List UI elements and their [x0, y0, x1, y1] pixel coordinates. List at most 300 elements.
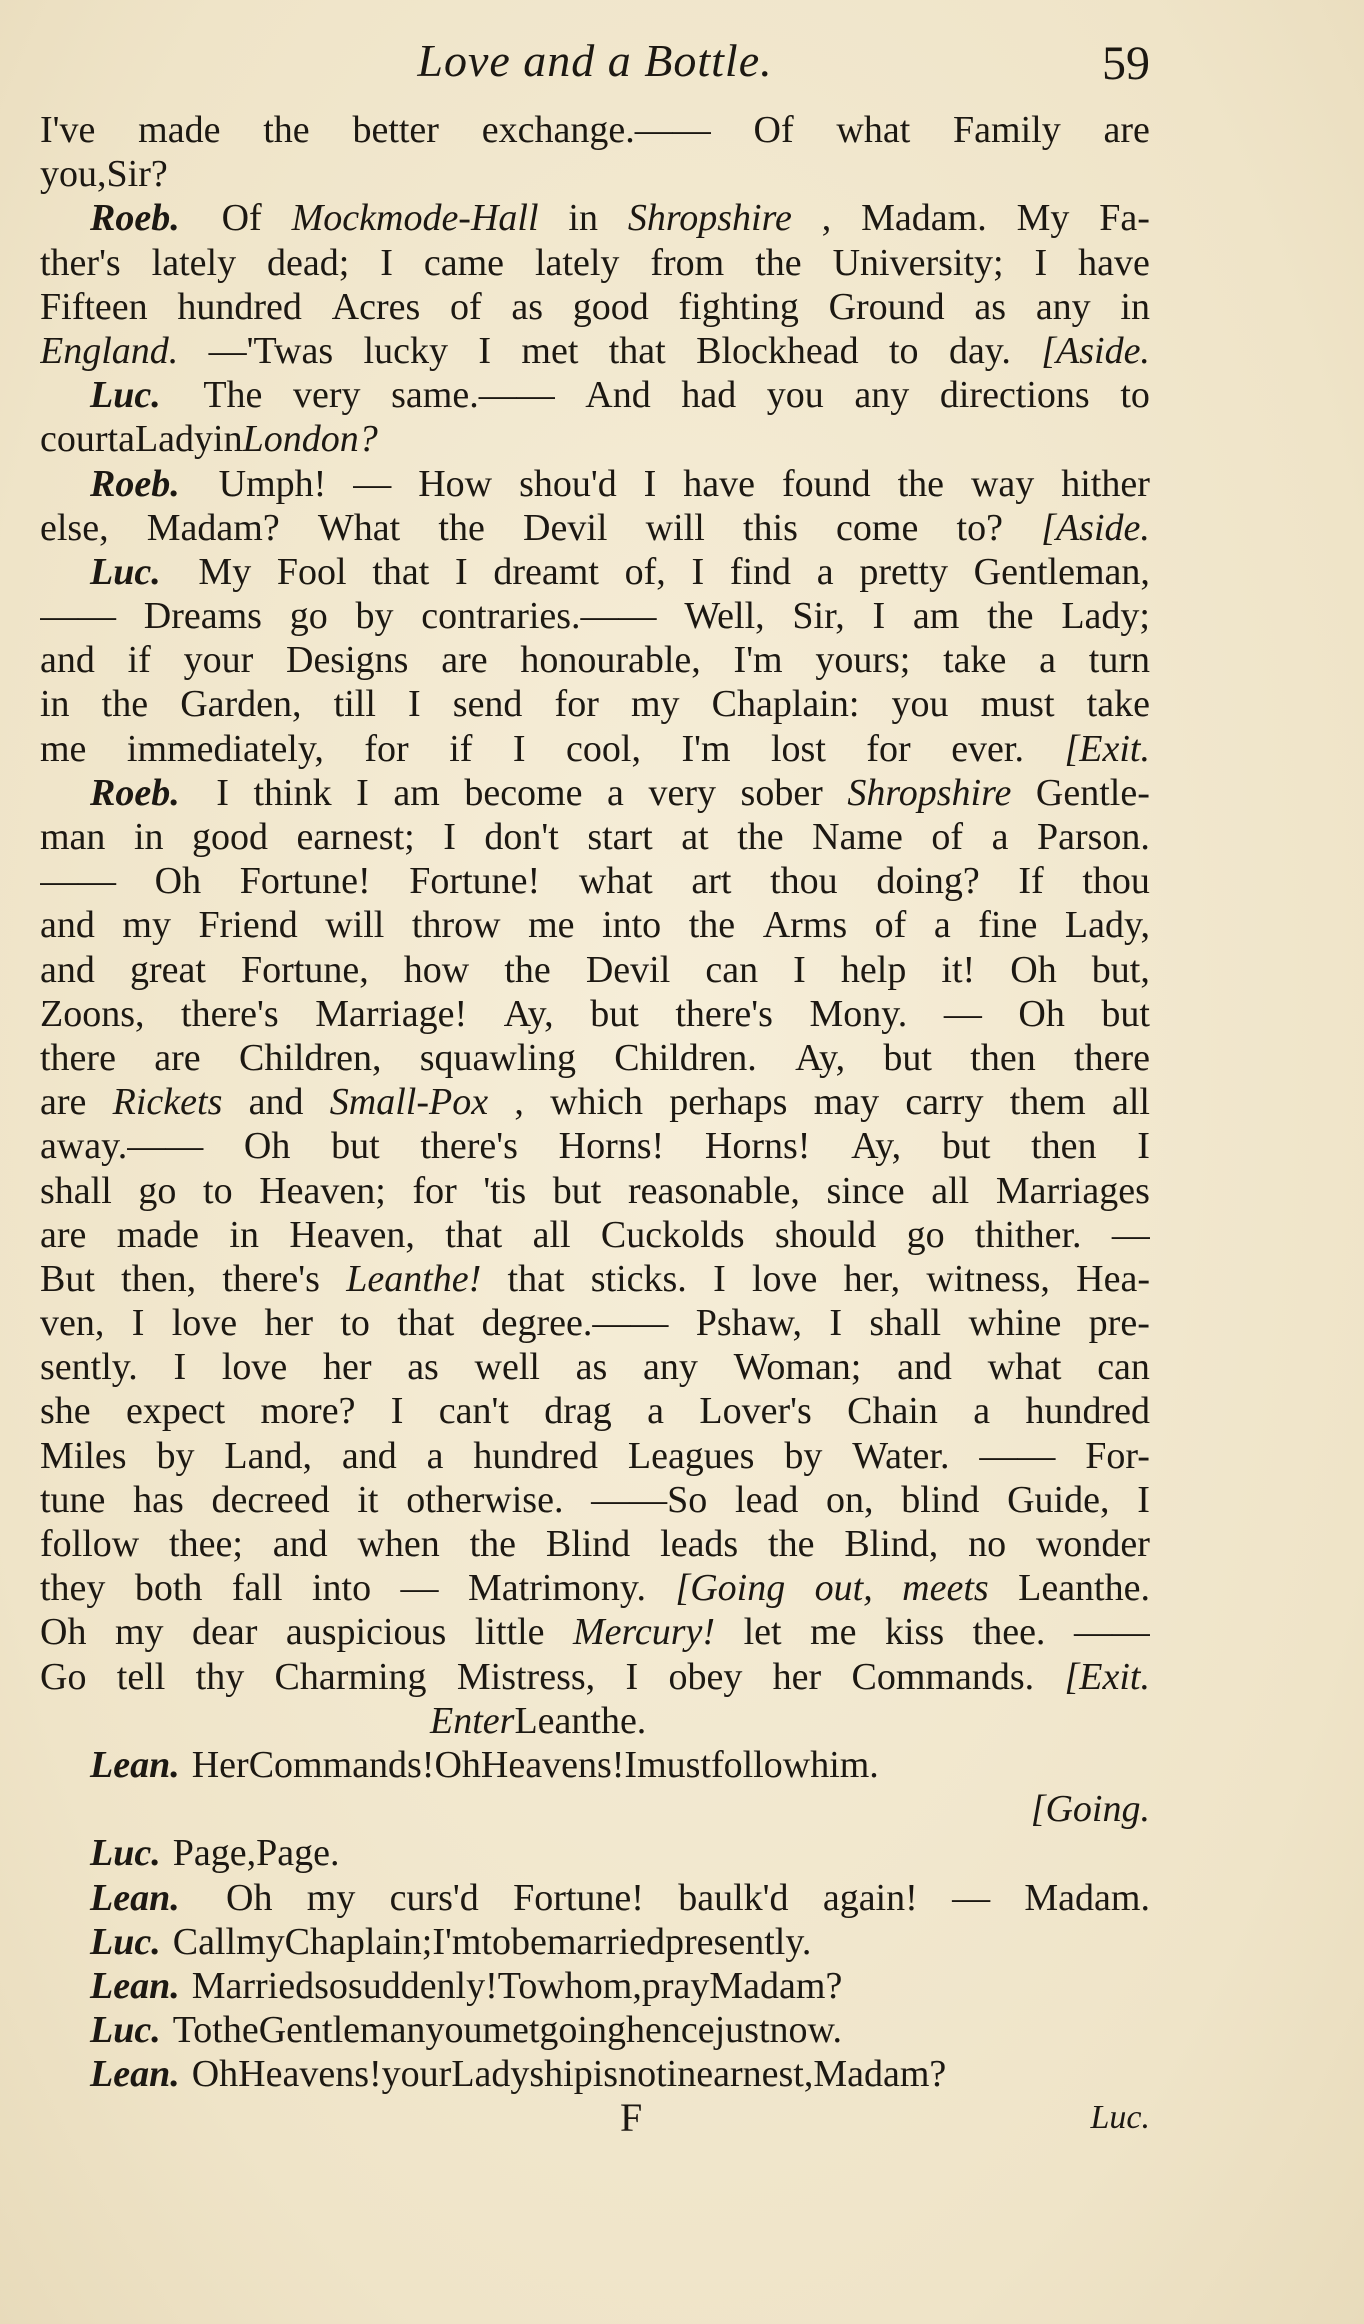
text-line	[40, 1876, 1150, 1920]
word: that	[445, 1213, 503, 1256]
text-line	[40, 948, 1150, 992]
word: hundred	[177, 285, 302, 328]
word: —	[400, 1567, 439, 1610]
word: tell	[116, 1655, 166, 1698]
word: Married	[191, 1964, 315, 2007]
speaker-label: Luc.	[90, 2009, 161, 2052]
word: Charming	[274, 1655, 427, 1698]
word: she	[40, 1390, 91, 1433]
word: I	[1137, 1125, 1150, 1168]
word: Page.	[256, 1832, 340, 1875]
word: I	[713, 1257, 726, 1300]
word: the	[897, 462, 945, 505]
word: contraries.——	[421, 595, 657, 638]
word: I'm	[681, 727, 731, 770]
word: this	[742, 506, 798, 549]
word: it!	[941, 948, 976, 991]
word: wonder	[1035, 1523, 1150, 1565]
word: good	[192, 816, 269, 858]
word: Lady;	[1061, 595, 1150, 638]
word: since	[826, 1169, 905, 1212]
word: ——	[1073, 1611, 1150, 1654]
word: the	[263, 109, 310, 151]
text-line	[40, 1213, 1150, 1257]
word: day.	[948, 329, 1011, 372]
text-line	[40, 550, 1150, 594]
word: Garden,	[180, 683, 302, 726]
word: Children,	[238, 1036, 382, 1079]
speaker-label: Lean.	[90, 1743, 180, 1786]
word: Horns!	[558, 1125, 665, 1168]
word: in	[1120, 285, 1150, 328]
word: Chain	[847, 1390, 938, 1433]
word: must	[637, 1743, 711, 1786]
text-body	[40, 108, 1150, 2141]
text-line	[40, 1257, 1150, 1301]
word: Blockhead	[696, 329, 859, 372]
word: Miles	[40, 1434, 127, 1477]
word: [Going	[675, 1567, 786, 1610]
word: [Going.	[1030, 1788, 1150, 1831]
word: Sir,	[792, 595, 845, 638]
text-line	[40, 417, 1150, 461]
word: I	[443, 816, 456, 858]
word: earnest,	[696, 2053, 814, 2096]
word: well	[474, 1346, 540, 1389]
word: to	[203, 1169, 233, 1212]
word: shou'd	[519, 462, 617, 505]
text-line	[40, 771, 1150, 815]
word: Leagues	[627, 1434, 755, 1477]
word: me	[528, 904, 575, 947]
word: earnest;	[296, 816, 415, 858]
word: turn	[1088, 639, 1150, 682]
word: a	[118, 418, 135, 461]
word: just	[714, 2009, 770, 2052]
word: Sir?	[106, 153, 168, 196]
word: Dreams	[143, 595, 262, 638]
word: and	[341, 1434, 397, 1477]
word: made	[138, 109, 221, 151]
text-line	[40, 1080, 1150, 1124]
word: same.——	[391, 374, 555, 417]
word: Heaven,	[289, 1213, 415, 1256]
word: thee.	[972, 1611, 1046, 1654]
word: Marriage!	[315, 992, 468, 1035]
word: Children.	[614, 1036, 757, 1079]
text-line	[40, 1566, 1150, 1610]
word: on,	[826, 1478, 874, 1521]
word: to	[889, 329, 919, 372]
word: should	[774, 1213, 877, 1256]
catchword: Luc.	[1090, 2099, 1150, 2137]
word: curs'd	[389, 1876, 479, 1919]
word: I've	[40, 109, 96, 151]
word: but,	[1091, 948, 1150, 991]
word: am	[393, 771, 440, 814]
word: be	[511, 1920, 547, 1963]
word: the	[212, 2009, 259, 2052]
word: can	[705, 948, 759, 991]
word: you	[425, 2009, 483, 2052]
word: in	[40, 683, 70, 726]
word: don't	[484, 816, 559, 858]
word: no	[968, 1523, 1007, 1565]
word: court	[40, 418, 119, 461]
word: met	[482, 2009, 540, 2052]
word: [Aside.	[1041, 329, 1150, 372]
word: obey	[668, 1655, 743, 1698]
word: go	[289, 595, 328, 638]
speaker-label: Luc.	[90, 1832, 161, 1875]
word: in	[213, 418, 243, 461]
word: all	[532, 1213, 571, 1256]
word: hundred	[1025, 1390, 1150, 1433]
word: to?	[956, 506, 1003, 549]
text-line	[40, 1787, 1150, 1831]
word: a	[647, 1390, 665, 1433]
word: thy	[195, 1655, 245, 1698]
word: very	[292, 374, 361, 417]
word: Fortune!	[513, 1876, 644, 1919]
word: lately	[151, 241, 237, 284]
word: Fortune!	[409, 860, 541, 903]
word: a	[933, 904, 951, 947]
word: Umph!	[218, 462, 327, 505]
word: lucky	[363, 329, 448, 372]
word: the	[768, 1523, 815, 1565]
word: —'Twas	[208, 329, 334, 372]
word: witness,	[926, 1257, 1050, 1300]
text-line	[40, 1124, 1150, 1168]
word: into	[602, 904, 662, 947]
word: fine	[978, 904, 1038, 947]
word: Madam?	[813, 2053, 947, 2096]
word: squawling	[419, 1036, 576, 1079]
word: exchange.——	[481, 109, 711, 151]
word: you,	[40, 153, 107, 196]
word: dead;	[267, 241, 350, 284]
word: to	[481, 1920, 511, 1963]
word: sticks.	[590, 1257, 687, 1300]
text-line	[40, 1169, 1150, 1213]
word: blind	[901, 1478, 980, 1521]
word: for	[412, 1169, 457, 1212]
word: at	[681, 816, 709, 858]
word: I	[131, 1302, 145, 1345]
word: Ay,	[795, 1036, 846, 1079]
word: love	[171, 1302, 238, 1345]
word: Pshaw,	[695, 1302, 802, 1345]
text-line	[40, 241, 1150, 285]
word: Page,	[172, 1832, 257, 1875]
word: Commands!	[248, 1743, 435, 1786]
word: of	[874, 904, 907, 947]
word: Ladyship	[451, 2053, 593, 2096]
word: when	[357, 1523, 440, 1565]
word: Her	[191, 1743, 249, 1786]
text-line	[40, 2052, 1150, 2096]
word: Madam.	[861, 197, 987, 240]
word: Shropshire	[847, 771, 1012, 814]
word: both	[134, 1567, 203, 1610]
word: Oh	[1010, 948, 1057, 991]
word: Zoons,	[40, 992, 145, 1035]
word: doing?	[876, 860, 980, 903]
text-line	[40, 992, 1150, 1036]
word: but	[331, 1125, 380, 1168]
word: Oh	[1018, 992, 1065, 1035]
word: Mistress,	[456, 1655, 596, 1698]
word: the	[101, 683, 149, 726]
text-line	[40, 638, 1150, 682]
speaker-label: Luc.	[90, 550, 161, 593]
word: drag	[544, 1390, 612, 1433]
word: way	[970, 462, 1035, 505]
word: but	[1101, 992, 1150, 1035]
word: Water.	[852, 1434, 950, 1477]
word: the	[688, 904, 736, 947]
word: yours;	[815, 639, 911, 682]
word: by	[784, 1434, 823, 1477]
word: Oh	[40, 1611, 87, 1654]
word: hundred	[473, 1434, 598, 1477]
word: and	[897, 1346, 952, 1389]
word: a	[1039, 639, 1057, 682]
word: there's	[181, 992, 279, 1035]
word: Ay,	[851, 1125, 902, 1168]
word: had	[681, 374, 737, 417]
word: Madam.	[1024, 1876, 1150, 1919]
word: if	[127, 639, 151, 682]
word: have	[683, 462, 756, 505]
word: find	[729, 550, 792, 593]
word: made	[116, 1213, 200, 1256]
word: your	[381, 2053, 452, 2096]
word: I	[173, 1346, 187, 1389]
word: Chaplain:	[711, 683, 860, 726]
word: more?	[260, 1390, 356, 1433]
word: the	[755, 241, 802, 284]
word: for	[554, 683, 599, 726]
word: go	[906, 1213, 945, 1256]
text-line	[40, 152, 1150, 196]
word: Gentleman	[258, 2009, 426, 2052]
word: Devil	[585, 948, 671, 991]
word: Heaven;	[259, 1169, 386, 1212]
word: Designs	[286, 639, 409, 682]
word: any	[643, 1346, 698, 1389]
word: I	[872, 595, 886, 638]
word: me	[40, 727, 87, 770]
word: ——So	[591, 1478, 708, 1521]
word: I	[1137, 1478, 1150, 1521]
word: Heavens!	[238, 2053, 382, 2096]
word: will	[325, 904, 385, 947]
word: Go	[40, 1655, 87, 1698]
text-line	[40, 1345, 1150, 1389]
word: so	[314, 1964, 348, 2007]
word: love	[751, 1257, 818, 1300]
word: now.	[769, 2009, 842, 2052]
word: all	[931, 1169, 970, 1212]
word: the	[504, 948, 551, 991]
word: Horns!	[704, 1125, 811, 1168]
word: met	[521, 329, 579, 372]
word: may	[813, 1081, 880, 1124]
word: 'tis	[483, 1169, 527, 1212]
word: pre-	[1088, 1302, 1150, 1345]
word: Matrimony.	[467, 1567, 646, 1610]
word: dreamt	[493, 550, 599, 593]
word: throw	[411, 904, 501, 947]
word: is	[592, 2053, 619, 2096]
word: going	[539, 2009, 626, 2052]
word: thou	[1082, 860, 1150, 903]
word: my	[306, 1876, 356, 1919]
text-line	[40, 373, 1150, 417]
word: expect	[126, 1390, 226, 1433]
word: for	[364, 727, 409, 770]
word: carry	[905, 1081, 984, 1124]
word: Commands.	[851, 1655, 1035, 1698]
word: Guide,	[1007, 1478, 1110, 1521]
word: ,	[821, 197, 832, 240]
word: but	[552, 1169, 602, 1212]
word: again!	[822, 1876, 918, 1919]
word: till	[333, 683, 376, 726]
word: Heavens!	[480, 1743, 625, 1786]
word: Gentleman,	[973, 550, 1150, 593]
word: leads	[660, 1523, 739, 1565]
text-line	[40, 285, 1150, 329]
word: Call	[172, 1920, 237, 1963]
word: all	[1111, 1081, 1150, 1124]
text-line	[40, 1743, 1150, 1787]
word: am	[912, 595, 960, 638]
word: little	[474, 1611, 545, 1654]
word: Enter	[430, 1699, 515, 1742]
word: what	[578, 860, 653, 903]
word: The	[203, 374, 263, 417]
word: any	[1035, 285, 1091, 328]
word: [Exit.	[1064, 727, 1150, 770]
text-line	[40, 506, 1150, 550]
word: ——	[979, 1434, 1056, 1477]
word: thee;	[169, 1523, 243, 1565]
text-line	[40, 1036, 1150, 1080]
word: a	[426, 1434, 444, 1477]
word: follow	[710, 1743, 811, 1786]
word: fighting	[678, 285, 799, 328]
page-header	[40, 30, 1150, 94]
word: Family	[953, 109, 1061, 151]
word: which	[550, 1081, 643, 1124]
word: become	[464, 771, 583, 814]
word: art	[691, 860, 732, 903]
word: there's	[675, 992, 773, 1035]
speaker-label: Roeb.	[90, 197, 180, 240]
text-line	[40, 108, 1150, 152]
word: To	[172, 2009, 213, 2052]
word: ven,	[40, 1302, 105, 1345]
word: I	[829, 1302, 842, 1345]
word: Fortune!	[239, 860, 371, 903]
word: sently.	[40, 1346, 138, 1389]
word: auspicious	[285, 1611, 447, 1654]
word: presently.	[665, 1920, 812, 1963]
word: —	[952, 1876, 991, 1919]
word: If	[1018, 860, 1044, 903]
word: tune	[40, 1478, 106, 1521]
word: my	[122, 904, 171, 947]
word: London?	[242, 418, 378, 461]
word: follow	[40, 1523, 140, 1565]
word: Well,	[684, 595, 765, 638]
word: that	[372, 550, 430, 593]
word: Lady,	[1064, 904, 1150, 947]
word: but	[941, 1125, 991, 1168]
word: to	[1120, 374, 1150, 417]
word: Lover's	[699, 1390, 812, 1433]
word: in	[229, 1213, 259, 1256]
word: Madam?	[709, 1964, 843, 2007]
word: Leanthe!	[346, 1257, 482, 1300]
word: Devil	[523, 506, 608, 549]
word: take	[1086, 683, 1150, 726]
word: I'm	[432, 1920, 482, 1963]
speaker-label: Lean.	[90, 2053, 180, 2096]
word: lost	[771, 727, 826, 770]
word: then	[1031, 1125, 1097, 1168]
word: start	[587, 816, 653, 858]
word: ——	[40, 595, 116, 638]
word: has	[133, 1478, 184, 1521]
word: Rickets	[112, 1081, 223, 1124]
text-line	[40, 2008, 1150, 2052]
word: Fifteen	[40, 285, 148, 328]
word: shall	[40, 1169, 112, 1212]
word: take	[943, 639, 1007, 682]
text-line	[40, 815, 1150, 859]
word: degree.——	[481, 1302, 669, 1345]
word: honourable,	[520, 639, 701, 682]
speaker-label: Luc.	[90, 374, 161, 417]
word: are	[441, 639, 488, 682]
word: must	[980, 683, 1055, 726]
word: Oh	[243, 1125, 291, 1168]
speaker-label: Luc.	[90, 1920, 161, 1963]
word: what	[836, 109, 911, 151]
word: Arms	[762, 904, 848, 947]
word: I	[643, 462, 657, 505]
word: pray	[641, 1964, 710, 2007]
word: lately	[535, 241, 620, 284]
running-title: Love and a Bottle.	[417, 35, 773, 86]
word: Of	[753, 109, 794, 151]
word: are	[40, 1213, 87, 1256]
word: any	[854, 374, 910, 417]
word: Mony.	[809, 992, 908, 1035]
word: as	[511, 285, 544, 328]
word: into	[311, 1567, 372, 1610]
word: immediately,	[126, 727, 324, 770]
word: England.	[40, 329, 179, 372]
word: I	[356, 771, 369, 814]
text-line	[40, 196, 1150, 240]
word: my	[114, 1611, 164, 1654]
word: Blind	[545, 1523, 631, 1565]
